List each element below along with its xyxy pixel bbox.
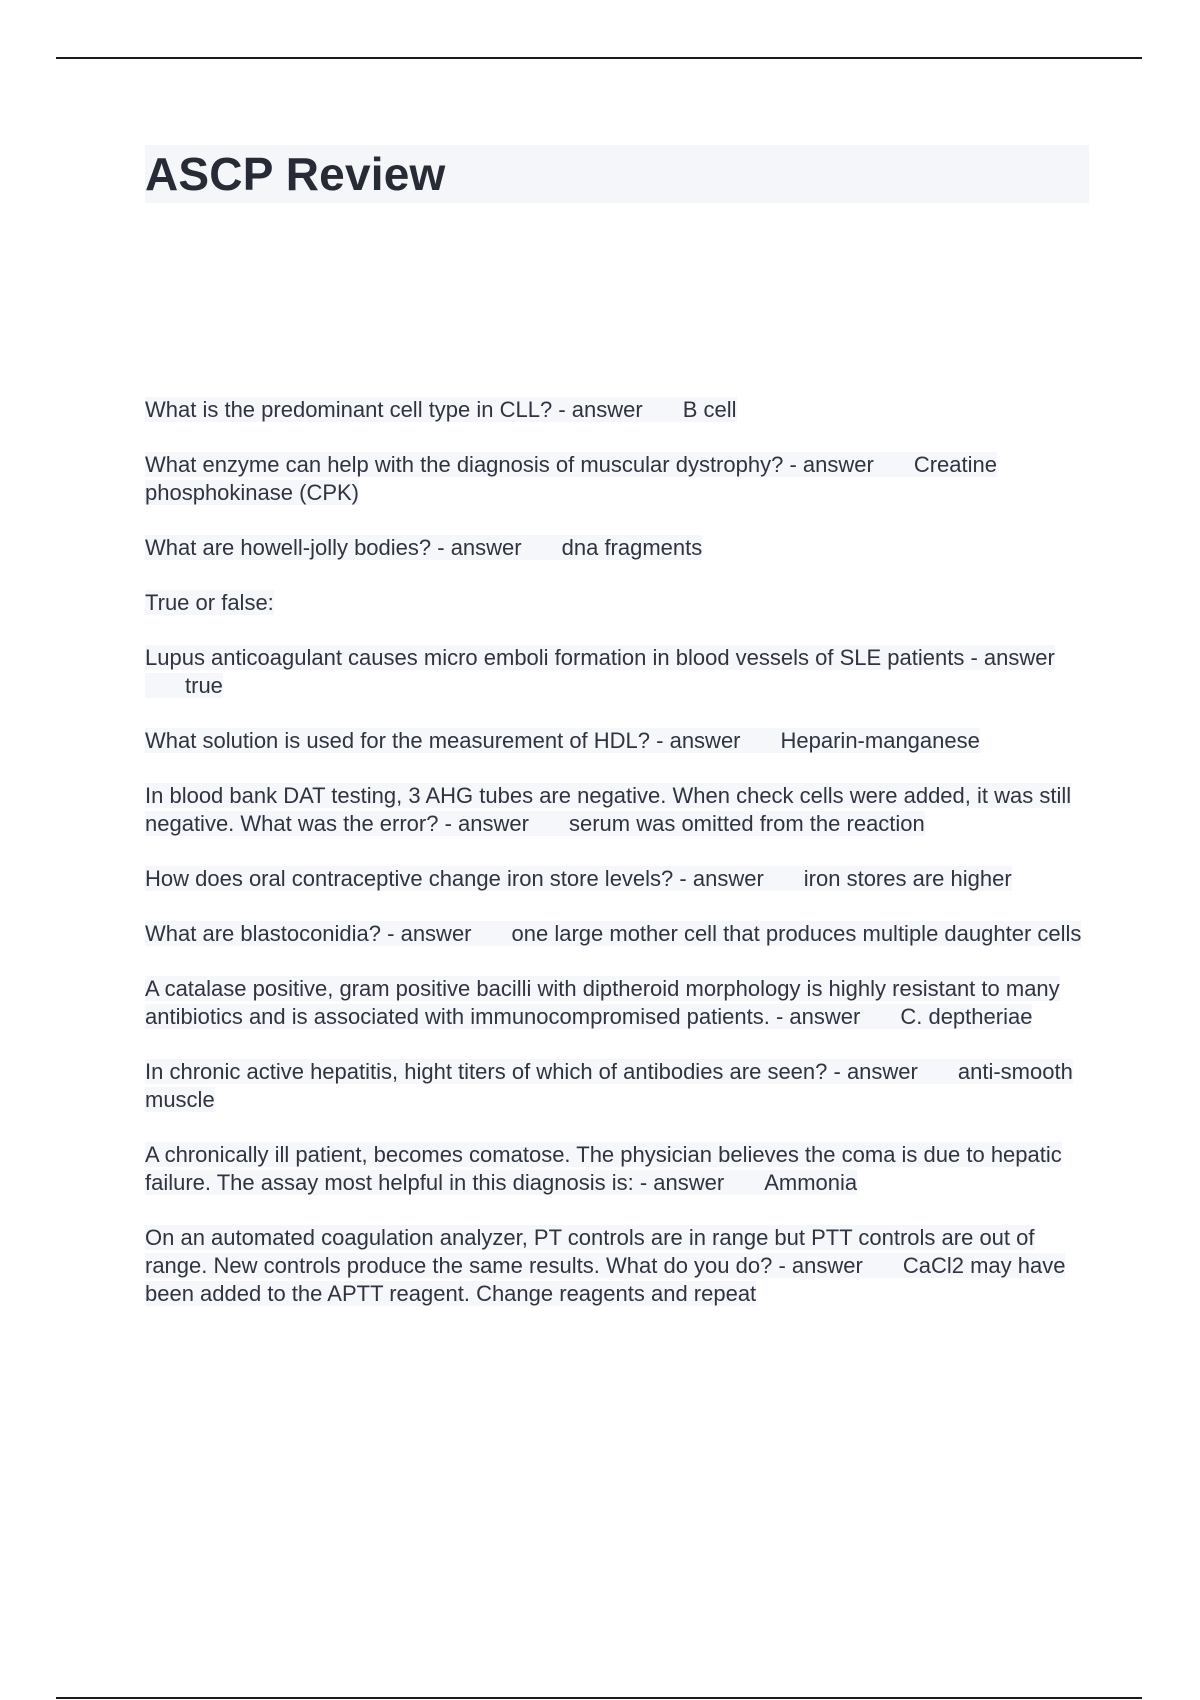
answer-text: serum was omitted from the reaction: [568, 811, 925, 836]
qa-item: [145, 644, 1089, 700]
question-text: What enzyme can help with the diagnosis of muscular dystrophy?: [145, 452, 784, 477]
qa-item: [145, 534, 1089, 562]
qa-item: [145, 451, 1089, 507]
question-text: On an automated coagulation analyzer, PT controls are in range but PTT controls are out of range. New controls produce the same results. What do you do?: [145, 1225, 1035, 1278]
qa-item: [145, 1224, 1089, 1308]
qa-item: [145, 589, 1089, 617]
question-text: A chronically ill patient, becomes comatose. The physician believes the coma is due to hepatic failure. The assay most helpful in this diagnosis is:: [145, 1142, 1062, 1195]
qa-item: [145, 396, 1089, 424]
answer-label: - answer: [431, 535, 522, 560]
answer-label: - answer: [673, 866, 764, 891]
qa-list: [145, 396, 1089, 1335]
qa-item: [145, 1058, 1089, 1114]
answer-text: dna fragments: [561, 535, 703, 560]
question-text: What are howell-jolly bodies?: [145, 535, 432, 560]
qa-item: [145, 782, 1089, 838]
answer-label: - answer: [381, 921, 472, 946]
answer-label: - answer: [552, 397, 643, 422]
question-text: A catalase positive, gram positive bacilli with diptheroid morphology is highly resistant to many antibiotics and is associated with immunocompromised patients.: [145, 976, 1060, 1029]
answer-label: - answer: [772, 1253, 863, 1278]
answer-text: C. deptheriae: [900, 1004, 1033, 1029]
question-text: What are blastoconidia?: [145, 921, 382, 946]
qa-item: [145, 1141, 1089, 1197]
answer-text: anti-smooth muscle: [145, 1059, 1073, 1112]
top-rule: [56, 57, 1142, 59]
question-text: In chronic active hepatitis, hight titers of which of antibodies are seen?: [145, 1059, 828, 1084]
bottom-rule: [56, 1697, 1142, 1699]
answer-label: - answer: [827, 1059, 918, 1084]
answer-label: - answer: [633, 1170, 725, 1195]
page-title: ASCP Review: [145, 148, 446, 200]
question-text: True or false:: [145, 590, 274, 615]
answer-text: B cell: [682, 397, 737, 422]
answer-text: CaCl2 may have been added to the APTT reagent. Change reagents and repeat: [145, 1253, 1066, 1306]
question-text: What is the predominant cell type in CLL?: [145, 397, 553, 422]
question-text: In blood bank DAT testing, 3 AHG tubes are negative. When check cells were added, it was still negative. What was the error?: [145, 783, 1072, 836]
question-text: Lupus anticoagulant causes micro emboli formation in blood vessels of SLE patients: [145, 645, 965, 670]
answer-text: true: [185, 673, 223, 698]
answer-label: - answer: [964, 645, 1055, 670]
answer-label: - answer: [783, 452, 874, 477]
qa-item: [145, 865, 1089, 893]
answer-text: one large mother cell that produces multiple daughter cells: [511, 921, 1082, 946]
qa-item: [145, 920, 1089, 948]
answer-text: iron stores are higher: [803, 866, 1012, 891]
answer-text: Ammonia: [764, 1170, 858, 1195]
question-text: How does oral contraceptive change iron store levels?: [145, 866, 674, 891]
answer-label: - answer: [650, 728, 741, 753]
qa-item: [145, 727, 1089, 755]
qa-item: [145, 975, 1089, 1031]
question-text: What solution is used for the measurement of HDL?: [145, 728, 651, 753]
answer-text: Creatine phosphokinase (CPK): [145, 452, 997, 505]
answer-label: - answer: [769, 1004, 861, 1029]
answer-label: - answer: [438, 811, 529, 836]
answer-text: Heparin-manganese: [780, 728, 980, 753]
